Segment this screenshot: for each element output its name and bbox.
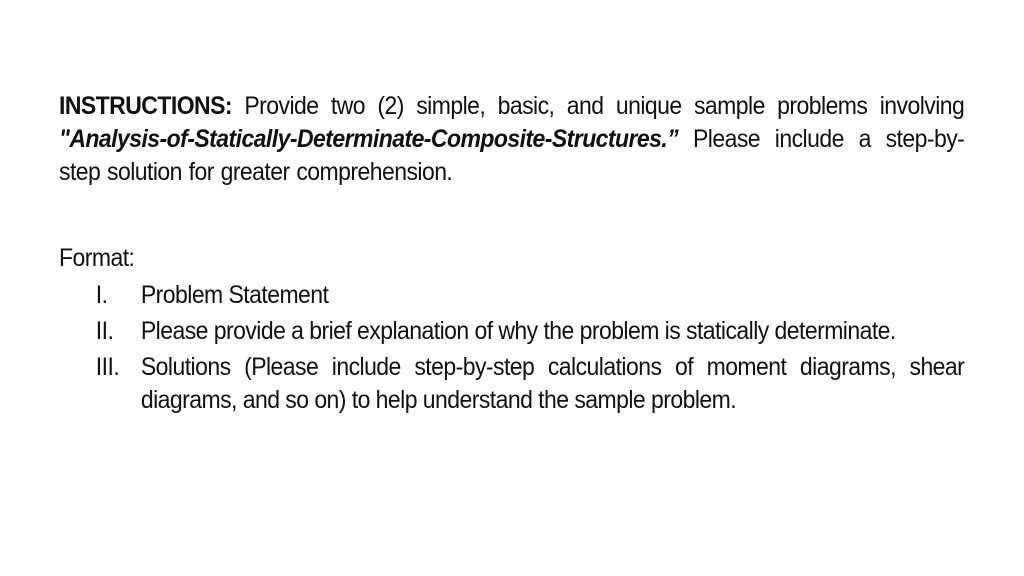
list-item-number: I. bbox=[95, 281, 108, 309]
instructions-lead: INSTRUCTIONS: bbox=[59, 92, 232, 120]
format-list bbox=[59, 279, 964, 417]
format-label: Format: bbox=[59, 244, 135, 272]
format-section bbox=[59, 242, 964, 420]
list-item-number: II. bbox=[95, 317, 114, 345]
list-item-text: Please provide a brief explanation of why the problem is statically determinate. bbox=[140, 317, 896, 345]
list-item-number: III. bbox=[95, 353, 120, 381]
list-item-text: Solutions (Please include step-by-step calculations of moment diagrams, shear diagrams, and so on) to help understand the sample problem. bbox=[140, 353, 965, 414]
instructions-paragraph bbox=[59, 90, 964, 189]
instructions-topic: "Analysis-of-Statically-Determinate-Composite-Structures.” bbox=[59, 125, 679, 153]
list-item-text: Problem Statement bbox=[140, 281, 329, 309]
instructions-text: Provide two (2) simple, basic, and unique sample problems involving bbox=[244, 92, 965, 120]
list-item bbox=[59, 315, 964, 348]
instructions-text-end: Please include a step-by-step solution for greater comprehension. bbox=[59, 125, 965, 186]
list-item bbox=[59, 279, 964, 312]
list-item bbox=[59, 351, 964, 417]
